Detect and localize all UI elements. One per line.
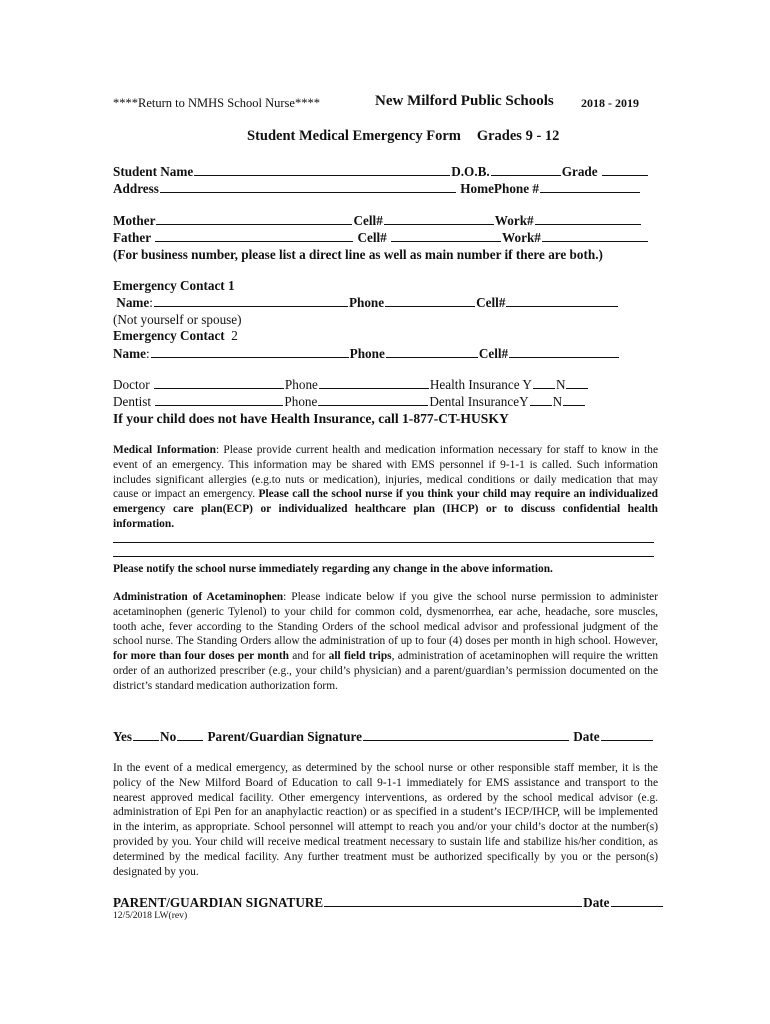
dental-insurance-n-label: N <box>552 394 563 410</box>
providers-section <box>113 376 658 427</box>
student-section <box>113 163 658 198</box>
parent-signature-label: PARENT/GUARDIAN SIGNATURE <box>113 895 324 910</box>
husky-note: If your child does not have Health Insurance, call 1-877-CT-HUSKY <box>113 410 509 426</box>
emergency-contact-2-title: Emergency Contact <box>113 328 225 344</box>
acetaminophen-label: Administration of Acetaminophen <box>113 591 284 603</box>
dental-insurance-yes-field[interactable] <box>530 393 552 406</box>
mother-cell-label: Cell# <box>353 213 383 228</box>
homephone-label: HomePhone # <box>460 181 539 197</box>
dentist-phone-field[interactable] <box>318 393 428 406</box>
final-date-label: Date <box>583 895 610 910</box>
ec1-phone-field[interactable] <box>385 294 475 307</box>
doctor-field[interactable] <box>154 376 284 389</box>
dentist-label: Dentist <box>113 394 152 410</box>
form-title <box>247 128 559 145</box>
acetaminophen-text-3: , administration of acetaminophen will require the written order of an authorized prescriber (e.g., your child’s physician) and a parent/guardian’s permission documented on the district’s standard medication authorization form. <box>113 650 659 692</box>
health-insurance-no-field[interactable] <box>566 376 588 389</box>
mother-work-field[interactable] <box>535 212 641 225</box>
father-label: Father <box>113 230 151 246</box>
father-cell-label: Cell# <box>357 230 387 246</box>
doctor-phone-label: Phone <box>284 377 318 392</box>
guardian-signature-label: Parent/Guardian Signature <box>207 729 362 744</box>
medical-info-line-2[interactable] <box>113 556 654 557</box>
not-yourself-note: (Not yourself or spouse) <box>113 311 242 327</box>
health-insurance-yes-field[interactable] <box>533 376 555 389</box>
dob-label: D.O.B. <box>451 164 490 179</box>
acetaminophen-bold-2: all field trips <box>328 650 392 663</box>
form-title-text: Student Medical Emergency Form <box>247 128 461 144</box>
father-field[interactable] <box>155 229 353 242</box>
ec2-phone-label: Phone <box>349 345 385 361</box>
consent-date-label: Date <box>573 729 600 744</box>
student-name-field[interactable] <box>194 163 450 176</box>
acetaminophen-section <box>113 590 658 694</box>
grade-field[interactable] <box>602 163 648 176</box>
mother-work-label: Work# <box>494 213 534 228</box>
homephone-field[interactable] <box>540 180 640 193</box>
student-name-label: Student Name <box>113 164 194 179</box>
medical-info-colon: : <box>215 444 220 456</box>
health-insurance-label: Health Insurance Y <box>429 377 532 392</box>
doctor-label: Doctor <box>113 377 150 392</box>
final-date-field[interactable] <box>611 894 663 907</box>
parent-signature-field[interactable] <box>324 894 582 907</box>
father-work-label: Work# <box>502 230 541 246</box>
yes-label: Yes <box>113 729 133 744</box>
form-grades: Grades 9 - 12 <box>476 128 560 144</box>
address-label: Address <box>113 181 159 197</box>
revision-note: 12/5/2018 LW(rev) <box>113 910 188 921</box>
ec1-name-field[interactable] <box>154 294 348 307</box>
consent-date-field[interactable] <box>601 728 653 741</box>
ec2-name-field[interactable] <box>151 345 349 358</box>
dob-field[interactable] <box>491 163 561 176</box>
no-field[interactable] <box>177 728 203 741</box>
father-work-field[interactable] <box>542 229 648 242</box>
yes-field[interactable] <box>133 728 159 741</box>
no-label: No <box>160 729 177 744</box>
medical-info-label: Medical Information <box>113 444 216 456</box>
business-number-note: (For business number, please list a direct line as well as main number if there are both.) <box>113 246 603 262</box>
health-insurance-n-label: N <box>555 377 566 392</box>
acetaminophen-consent-row <box>113 728 658 745</box>
address-field[interactable] <box>160 180 456 193</box>
medical-info-section <box>113 443 658 532</box>
ec1-phone-label: Phone <box>348 295 385 311</box>
acetaminophen-text-1: : Please indicate below if you give the school nurse permission to administer acetaminophen (generic Tylenol) to your child for common cold, dysmenorrhea, ear ache, headache, sore muscles, tooth ache, fever according to the Standing Orders of the school medical advisor and professional judgment of the school nurse. The Standing Orders allow the administration of up to four (4) doses per month in high school. However, <box>113 591 658 648</box>
acetaminophen-bold-1: for more than four doses per month <box>113 650 289 663</box>
mother-cell-field[interactable] <box>384 212 494 225</box>
medical-info-text: Please provide current health and medication information necessary for staff to know in the event of an emergency. This information may be shared with EMS personnel if 9-1-1 is called. Such information includes significant allergies (e.g.to nuts or medication), injuries, medical conditions or daily medication that may cause or impact an emergency. <box>113 444 658 501</box>
grade-label: Grade <box>561 164 598 179</box>
guardian-signature-field[interactable] <box>363 728 569 741</box>
mother-label: Mother <box>113 213 156 228</box>
ec1-cell-label: Cell# <box>476 295 506 311</box>
emergency-contact-1-title: Emergency Contact 1 <box>113 278 235 293</box>
acetaminophen-text-2: and for <box>288 650 329 663</box>
return-note: ****Return to NMHS School Nurse**** <box>113 96 320 110</box>
emergency-section: Emergency Contact 1 Name: Phone Cell# (Not yourself or spouse) Emergency Contact 2 Name: Phone Cell# <box>113 278 658 362</box>
dental-insurance-no-field[interactable] <box>563 393 585 406</box>
emergency-contact-2-number: 2 <box>231 328 238 344</box>
form-header <box>113 93 658 113</box>
ec2-cell-label: Cell# <box>478 345 509 361</box>
school-year: 2018 - 2019 <box>581 96 639 110</box>
mother-field[interactable] <box>156 212 352 225</box>
father-cell-field[interactable] <box>391 229 501 242</box>
ec1-cell-field[interactable] <box>506 294 618 307</box>
school-name: New Milford Public Schools <box>375 93 554 109</box>
dentist-field[interactable] <box>155 393 283 406</box>
doctor-phone-field[interactable] <box>319 376 429 389</box>
medical-info-bold-text: Please call the school nurse if you think your child may require an individualized emergency care plan(ECP) or individualized healthcare plan (IHCP) or to discuss confidential health information. <box>113 488 658 530</box>
medical-info-line-1[interactable] <box>113 542 654 543</box>
ec2-name-label: Name <box>113 345 146 361</box>
notify-nurse-note: Please notify the school nurse immediately regarding any change in the above information. <box>113 563 553 575</box>
final-signature-row <box>113 894 658 911</box>
parents-section <box>113 212 658 263</box>
ec2-cell-field[interactable] <box>509 345 619 358</box>
ec2-phone-field[interactable] <box>386 345 478 358</box>
emergency-policy-text: In the event of a medical emergency, as determined by the school nurse or other responsible staff member, it is the policy of the New Milford Board of Education to call 9-1-1 immediately for EMS assistance and transport to the nearest approved medical facility. Other emergency interventions, as ordered by the school medical advisor (e.g. administration of Epi Pen for an anaphylactic reaction) or as specified in a student’s IECP/IHCP, will be implemented in the interim, as appropriate. School personnel will attempt to reach you and/or your child’s doctor at the number(s) provided by you. Your child will receive medical treatment necessary to sustain life and stabilize his/her condition, as determined by the medical facility. Any further treatment must be authorized specifically by you or the person(s) designated by you. <box>113 762 658 878</box>
ec1-name-label: Name <box>116 295 150 311</box>
dental-insurance-label: Dental InsuranceY <box>429 394 529 410</box>
dentist-phone-label: Phone <box>284 394 318 410</box>
